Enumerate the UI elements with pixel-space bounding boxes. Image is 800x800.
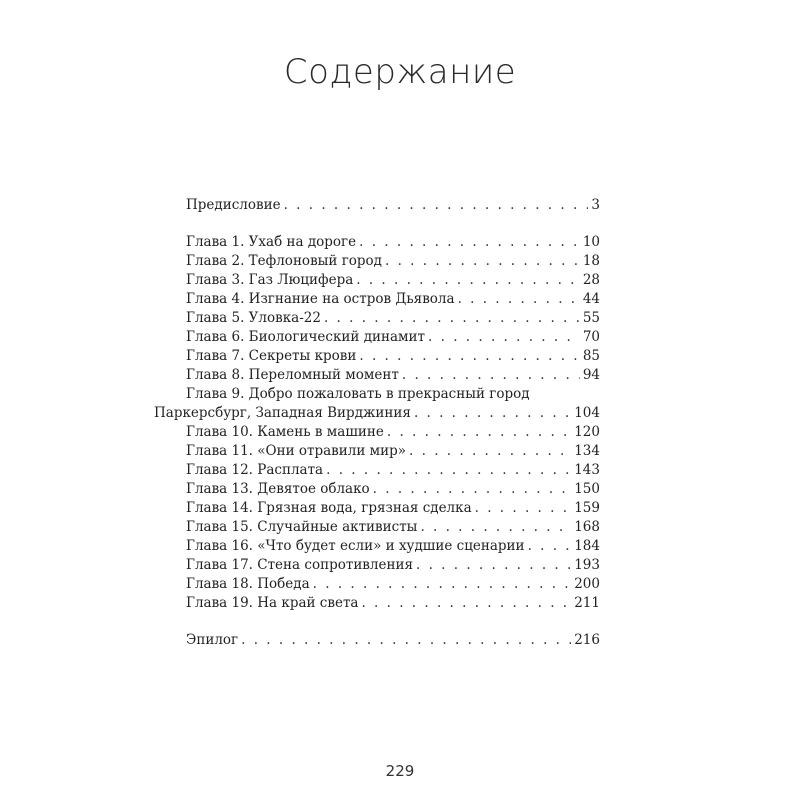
toc-entry-label: Глава 19. На край света	[186, 595, 359, 611]
toc-leader-dots	[356, 271, 580, 290]
toc-entry-preface[interactable]	[186, 196, 600, 215]
toc-leader-dots	[409, 442, 571, 461]
toc-page-number: 18	[582, 253, 600, 269]
toc-leader-dots	[420, 518, 571, 537]
toc-entry[interactable]	[186, 252, 600, 271]
toc-entry-label: Глава 2. Тефлоновый город	[186, 253, 382, 269]
table-of-contents	[154, 196, 600, 650]
toc-page-number: 143	[574, 462, 600, 478]
toc-entry[interactable]	[186, 594, 600, 613]
toc-page-number: 85	[582, 348, 600, 364]
toc-entry[interactable]	[186, 290, 600, 309]
toc-page-number: 10	[582, 234, 600, 250]
toc-page-number: 104	[574, 405, 600, 421]
page-title: Содержание	[283, 52, 517, 92]
toc-entry-first-line[interactable]: Глава 9. Добро пожаловать в прекрасный город	[186, 386, 530, 402]
toc-entry[interactable]	[186, 556, 600, 575]
toc-entry-label: Глава 6. Биологический динамит	[186, 329, 426, 345]
toc-entry-label: Глава 8. Переломный момент	[186, 367, 399, 383]
toc-leader-dots	[458, 290, 580, 309]
toc-page-number: 94	[582, 367, 600, 383]
toc-entry[interactable]	[186, 442, 600, 461]
toc-leader-dots	[241, 631, 571, 650]
page-number: 229	[385, 762, 415, 780]
toc-entry[interactable]	[186, 461, 600, 480]
toc-entry-epilogue[interactable]	[186, 631, 600, 650]
toc-page-number: 44	[582, 291, 600, 307]
toc-entry-label: Глава 18. Победа	[186, 576, 310, 592]
toc-entry[interactable]	[186, 347, 600, 366]
toc-leader-dots	[313, 575, 572, 594]
toc-entry[interactable]	[186, 537, 600, 556]
toc-entry-label: Глава 11. «Они отравили мир»	[186, 443, 407, 459]
toc-entry-label: Глава 15. Случайные активисты	[186, 519, 418, 535]
toc-leader-dots	[359, 233, 580, 252]
toc-entry[interactable]	[186, 575, 600, 594]
toc-page-number: 28	[582, 272, 600, 288]
toc-leader-dots	[414, 404, 571, 423]
toc-entry-label: Глава 13. Девятое облако	[186, 481, 370, 497]
toc-entry[interactable]	[186, 271, 600, 290]
toc-leader-dots	[475, 499, 572, 518]
toc-leader-dots	[359, 347, 579, 366]
toc-entry-continued[interactable]	[154, 404, 600, 423]
toc-page-number: 216	[574, 632, 600, 648]
toc-entry-label: Глава 1. Ухаб на дороге	[186, 234, 357, 250]
toc-entry-label: Эпилог	[186, 632, 239, 648]
toc-entry-label: Глава 3. Газ Люцифера	[186, 272, 354, 288]
toc-entry-label: Глава 4. Изгнание на остров Дьявола	[186, 291, 455, 307]
toc-entry[interactable]	[186, 518, 600, 537]
toc-leader-dots	[361, 594, 571, 613]
toc-page-number: 168	[574, 519, 600, 535]
toc-entry[interactable]	[186, 366, 600, 385]
toc-leader-dots	[387, 423, 571, 442]
toc-leader-dots	[284, 196, 589, 215]
toc-entry-label: Глава 17. Стена сопротивления	[186, 557, 413, 573]
toc-leader-dots	[528, 537, 572, 556]
toc-page-number: 70	[582, 329, 600, 345]
toc-page-number: 55	[582, 310, 600, 326]
toc-page-number: 200	[574, 576, 600, 592]
toc-page-number: 150	[574, 481, 600, 497]
toc-entry[interactable]	[186, 423, 600, 442]
toc-entry-label: Глава 16. «Что будет если» и худшие сценарии	[186, 538, 525, 554]
toc-leader-dots	[324, 309, 580, 328]
toc-leader-dots	[385, 252, 580, 271]
toc-page-number: 3	[591, 197, 600, 213]
toc-page-number: 134	[574, 443, 600, 459]
toc-leader-dots	[402, 366, 580, 385]
toc-entry-label: Паркерсбург, Западная Вирджиния	[154, 405, 411, 421]
toc-page-number: 193	[574, 557, 600, 573]
toc-page-number: 159	[574, 500, 600, 516]
toc-page-number: 184	[574, 538, 600, 554]
toc-entry-label: Глава 10. Камень в машине	[186, 424, 384, 440]
toc-page-number: 120	[574, 424, 600, 440]
toc-entry[interactable]	[186, 233, 600, 252]
toc-entry-label: Глава 14. Грязная вода, грязная сделка	[186, 500, 472, 516]
toc-leader-dots	[326, 461, 571, 480]
toc-entry-label: Предисловие	[186, 197, 281, 213]
toc-entry-label: Глава 5. Уловка-22	[186, 310, 321, 326]
toc-entry-label: Глава 12. Расплата	[186, 462, 324, 478]
toc-entry[interactable]	[186, 309, 600, 328]
toc-entry[interactable]	[186, 480, 600, 499]
toc-entry-label: Глава 7. Секреты крови	[186, 348, 357, 364]
toc-leader-dots	[428, 328, 580, 347]
toc-entry[interactable]	[186, 499, 600, 518]
toc-leader-dots	[373, 480, 572, 499]
toc-page-number: 211	[574, 595, 600, 611]
toc-entry[interactable]	[186, 328, 600, 347]
toc-leader-dots	[416, 556, 571, 575]
